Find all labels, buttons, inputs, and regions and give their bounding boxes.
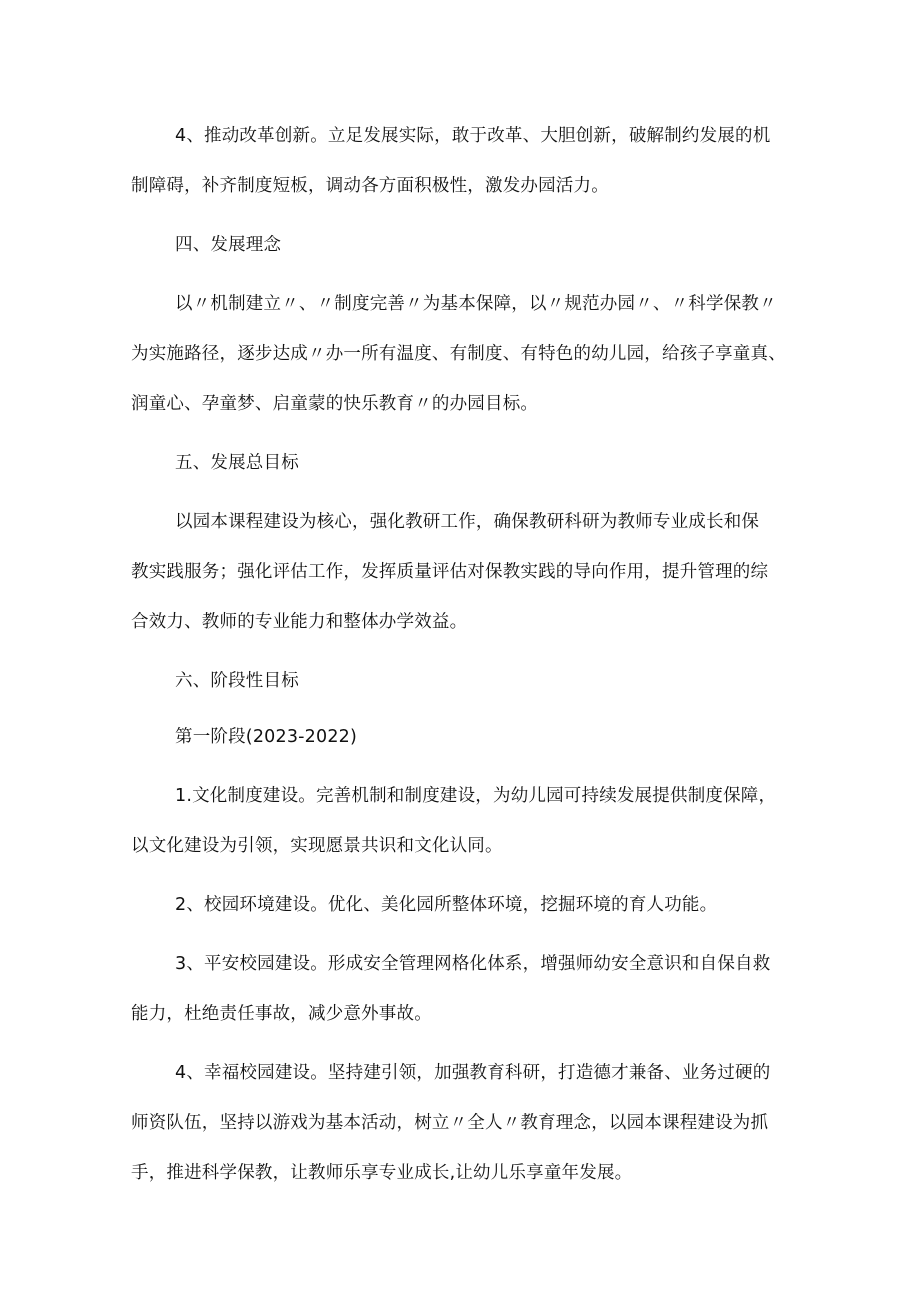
text-line: 4、推动改革创新。立足发展实际，敢于改革、大胆创新，破解制约发展的机 [175, 126, 771, 146]
text-line: 以〃机制建立〃、〃制度完善〃为基本保障，以〃规范办园〃、〃科学保教〃 [175, 294, 777, 314]
text-line: 合效力、教师的专业能力和整体办学效益。 [131, 612, 468, 632]
text-line: 1.文化制度建设。完善机制和制度建设，为幼儿园可持续发展提供制度保障， [175, 786, 777, 806]
text-line: 制障碍，补齐制度短板，调动各方面积极性，激发办园活力。 [131, 176, 609, 196]
section-heading-concept: 四、发展理念 [175, 235, 282, 255]
section-heading-stage-goals: 六、阶段性目标 [175, 671, 299, 691]
text-line: 教实践服务；强化评估工作，发挥质量评估对保教实践的导向作用，提升管理的综 [131, 562, 769, 582]
text-line: 师资队伍，坚持以游戏为基本活动，树立〃全人〃教育理念，以园本课程建设为抓 [131, 1113, 769, 1133]
text-line: 3、平安校园建设。形成安全管理网格化体系，增强师幼安全意识和自保自救 [175, 954, 771, 974]
subheading-stage-one: 第一阶段(2023-2022) [175, 727, 358, 747]
text-line: 以园本课程建设为核心，强化教研工作，确保教研科研为教师专业成长和保 [175, 512, 760, 532]
text-line: 4、幸福校园建设。坚持建引领，加强教育科研，打造德才兼备、业务过硬的 [175, 1063, 771, 1083]
paragraph-campus-environment: 2、校园环境建设。优化、美化园所整体环境，挖掘环境的育人功能。 [175, 895, 718, 915]
text-line: 为实施路径，逐步达成〃办一所有温度、有制度、有特色的幼儿园，给孩子享童真、 [131, 344, 786, 364]
section-heading-overall-goal: 五、发展总目标 [175, 453, 299, 473]
text-line: 润童心、孕童梦、启童蒙的快乐教育〃的办园目标。 [131, 394, 539, 414]
text-line: 手，推进科学保教，让教师乐享专业成长,让幼儿乐享童年发展。 [131, 1163, 633, 1183]
text-line: 以文化建设为引领，实现愿景共识和文化认同。 [131, 836, 503, 856]
text-line: 能力，杜绝责任事故，减少意外事故。 [131, 1004, 432, 1024]
